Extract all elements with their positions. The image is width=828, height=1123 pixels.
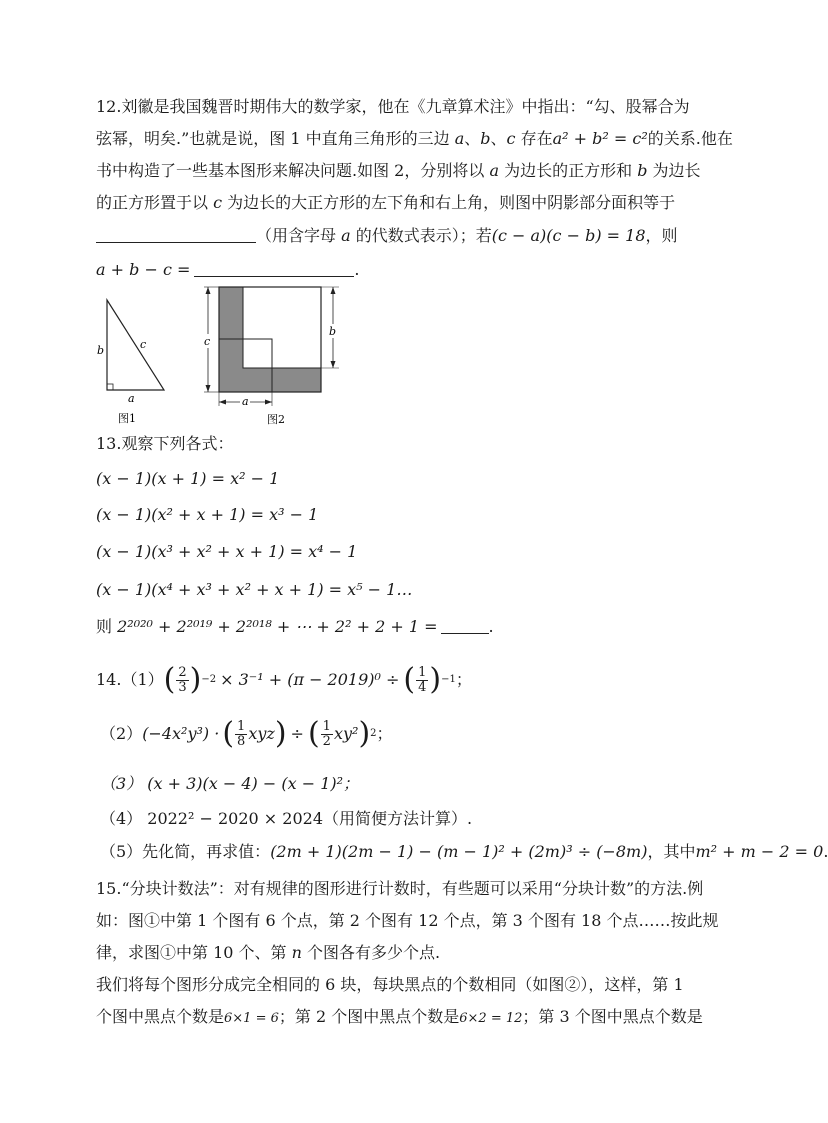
q12-text-2c: 的关系.他在 bbox=[647, 129, 733, 148]
divide-sign: ÷ bbox=[290, 724, 304, 743]
q15-text-5c: ；第 3 个图中黑点个数是 bbox=[522, 1007, 703, 1026]
fig1-label-b: b bbox=[97, 344, 105, 357]
answer-blank-1[interactable] bbox=[96, 226, 256, 243]
fraction-1-8 bbox=[235, 720, 247, 749]
q15-text-5b: ；第 2 个图中黑点个数是 bbox=[278, 1007, 460, 1026]
numerator: 1 bbox=[237, 718, 246, 734]
q15-text-5a: 个图中黑点个数是 bbox=[96, 1007, 225, 1026]
var-n: n bbox=[291, 943, 302, 962]
q15-calc-2: 6×2 = 12 bbox=[459, 1011, 523, 1026]
period: . bbox=[488, 617, 494, 636]
power-sum-expression: 2²⁰²⁰ + 2²⁰¹⁹ + 2²⁰¹⁸ + ⋯ + 2² + 2 + 1 = bbox=[117, 617, 438, 636]
q14-label: 14.（1） bbox=[96, 670, 164, 689]
equation-2: (x − 1)(x² + x + 1) = x³ − 1 bbox=[96, 505, 319, 524]
q12-text-4b: 为边长的大正方形的左下角和右上角，则图中阴影部分面积等于 bbox=[222, 193, 676, 212]
fraction-2-3 bbox=[176, 666, 188, 695]
var-a: a bbox=[341, 226, 351, 245]
q12-text-2b: 存在 bbox=[515, 129, 553, 148]
fraction-1-4 bbox=[416, 666, 428, 695]
q12-line-3 bbox=[96, 161, 701, 181]
fig1-caption: 图1 bbox=[118, 412, 136, 425]
fig1-label-a: a bbox=[128, 392, 135, 405]
period: . bbox=[354, 260, 360, 279]
q12-text-5a: （用含字母 bbox=[256, 226, 342, 245]
q15-line-2 bbox=[96, 911, 718, 931]
numerator: 1 bbox=[322, 718, 331, 734]
equation-4: (x − 1)(x⁴ + x³ + x² + x + 1) = x⁵ − 1… bbox=[96, 580, 413, 599]
arrow-head bbox=[206, 287, 211, 294]
q12-line-6 bbox=[96, 260, 359, 280]
arrow-head bbox=[206, 385, 211, 392]
q13-title bbox=[96, 434, 233, 454]
q12-text-5c: ，则 bbox=[645, 226, 678, 245]
q13-eq-3 bbox=[96, 542, 357, 562]
q14-p5-condition: m² + m − 2 = 0 bbox=[695, 842, 824, 861]
denominator: 2 bbox=[322, 733, 331, 749]
answer-blank-2[interactable] bbox=[194, 260, 354, 277]
paren-close: ) bbox=[274, 716, 287, 751]
q12-text-2a: 弦幂，明矣.”也就是说，图 1 中直角三角形的三边 bbox=[96, 129, 455, 148]
period: . bbox=[823, 842, 828, 861]
numerator: 2 bbox=[178, 664, 187, 680]
arrow-head bbox=[265, 400, 272, 405]
q12-text-5b: 的代数式表示）；若 bbox=[350, 226, 492, 245]
q15-text-1: 15.“分块计数法”：对有规律的图形进行计数时，有些题可以采用“分块计数”的方法.例 bbox=[96, 879, 704, 898]
denominator: 8 bbox=[237, 733, 246, 749]
condition-formula: (c − a)(c − b) = 18 bbox=[491, 226, 646, 245]
q12-text-3c: 为边长 bbox=[647, 161, 701, 180]
sum-expression: a + b − c = bbox=[96, 260, 191, 279]
arrow-head bbox=[219, 400, 226, 405]
q14-p1-middle: × 3⁻¹ + (π − 2019)⁰ ÷ bbox=[220, 670, 400, 689]
q14-p5-expression: (2m + 1)(2m − 1) − (m − 1)² + (2m)³ ÷ (−8m) bbox=[270, 842, 648, 861]
separator-2: 、 bbox=[490, 129, 507, 148]
arrow-head bbox=[331, 287, 336, 294]
q12-line-2 bbox=[96, 129, 733, 149]
q14-p3-text: （3） (x + 3)(x − 4) − (x − 1)²； bbox=[100, 774, 360, 793]
right-angle-mark bbox=[107, 384, 113, 390]
q13-ask-prefix: 则 bbox=[96, 617, 118, 636]
denominator: 4 bbox=[418, 679, 427, 695]
figure-2-squares bbox=[196, 282, 356, 432]
q13-eq-4 bbox=[96, 580, 412, 600]
fig2-caption: 图2 bbox=[267, 413, 285, 426]
q14-part-5 bbox=[100, 842, 828, 862]
paren-open: ( bbox=[163, 662, 176, 697]
paren-close: ) bbox=[358, 716, 371, 751]
fig2-label-a: a bbox=[242, 395, 249, 408]
q12-text-4a: 的正方形置于以 bbox=[96, 193, 214, 212]
var-a: a bbox=[454, 129, 465, 148]
q14-part-4 bbox=[100, 809, 472, 829]
q12-text-3a: 书中构造了一些基本图形来解决问题.如图 2，分别将以 bbox=[96, 161, 490, 180]
q14-part-1: 14.（1） ( $\frac{2}{3}$ ) −2 × 3⁻¹ + (π − 2019)⁰ ÷ ( $\frac{1}{4}$ ) −1 ； bbox=[96, 662, 472, 697]
q14-p2-xyz: xyz bbox=[248, 724, 275, 743]
q15-text-2: 如：图①中第 1 个图有 6 个点，第 2 个图有 12 个点，第 3 个图有 18 个点……按此规 bbox=[96, 911, 719, 930]
equation-1: (x − 1)(x + 1) = x² − 1 bbox=[96, 469, 280, 488]
q13-eq-2 bbox=[96, 505, 318, 525]
var-c: c bbox=[213, 193, 223, 212]
denominator: 3 bbox=[178, 679, 187, 695]
q15-text-3a: 律，求图①中第 10 个、第 bbox=[96, 943, 292, 962]
q12-text-1: 12.刘徽是我国魏晋时期伟大的数学家，他在《九章算术注》中指出：“勾、股幂合为 bbox=[96, 97, 690, 116]
q13-eq-1 bbox=[96, 469, 279, 489]
arrow-head bbox=[331, 361, 336, 368]
fraction-1-2 bbox=[321, 720, 333, 749]
var-b: b bbox=[637, 161, 648, 180]
q15-text-4: 我们将每个图形分成完全相同的 6 块，每块黑点的个数相同（如图②），这样，第 1 bbox=[96, 975, 684, 994]
q14-p5-label: （5）先化简，再求值： bbox=[100, 842, 271, 861]
equation-3: (x − 1)(x³ + x² + x + 1) = x⁴ − 1 bbox=[96, 542, 358, 561]
answer-blank-3[interactable] bbox=[441, 617, 489, 634]
var-a: a bbox=[489, 161, 499, 180]
paren-open: ( bbox=[222, 716, 235, 751]
q15-text-3b: 个图各有多少个点. bbox=[301, 943, 441, 962]
q14-p2-term-1: (−4x²y³) · bbox=[142, 724, 220, 743]
q14-p2-label: （2） bbox=[100, 724, 143, 743]
q12-line-1 bbox=[96, 97, 690, 117]
numerator: 1 bbox=[418, 664, 427, 680]
q15-line-4 bbox=[96, 975, 684, 995]
pythagoras-formula: a² + b² = c² bbox=[552, 129, 648, 148]
q12-line-5 bbox=[96, 226, 678, 246]
q12-text-3b: 为边长的正方形和 bbox=[499, 161, 638, 180]
q14-part-3 bbox=[100, 774, 359, 794]
fig2-label-b: b bbox=[329, 325, 337, 338]
triangle-shape bbox=[107, 300, 164, 390]
q14-p2-xy2: xy² bbox=[333, 724, 359, 743]
figure-1-right-triangle bbox=[90, 292, 180, 432]
paren-open: ( bbox=[307, 716, 320, 751]
fig2-label-c: c bbox=[204, 335, 211, 348]
separator-1: 、 bbox=[464, 129, 481, 148]
q15-line-5 bbox=[96, 1007, 703, 1029]
paren-close: ) bbox=[189, 662, 202, 697]
semicolon: ； bbox=[376, 724, 393, 743]
q12-line-4 bbox=[96, 193, 675, 213]
fig1-label-c: c bbox=[140, 338, 147, 351]
var-b: b bbox=[480, 129, 491, 148]
q14-p4-text: （4） 2022² − 2020 × 2024（用简便方法计算）. bbox=[100, 809, 473, 828]
square-b bbox=[243, 287, 321, 368]
q13-title-text: 13.观察下列各式： bbox=[96, 434, 234, 453]
q15-line-3 bbox=[96, 943, 440, 963]
q15-calc-1: 6×1 = 6 bbox=[224, 1011, 279, 1026]
q13-ask bbox=[96, 617, 494, 637]
paren-open: ( bbox=[403, 662, 416, 697]
paren-close: ) bbox=[429, 662, 442, 697]
q15-line-1 bbox=[96, 879, 703, 899]
var-c: c bbox=[506, 129, 516, 148]
q14-part-2: （2） (−4x²y³) · ( $\frac{1}{8}$ xyz ) ÷ ( $\frac{1}{2}$ xy² ) 2 ； bbox=[100, 716, 393, 751]
q14-p5-where: ，其中 bbox=[647, 842, 696, 861]
semicolon: ； bbox=[455, 670, 472, 689]
